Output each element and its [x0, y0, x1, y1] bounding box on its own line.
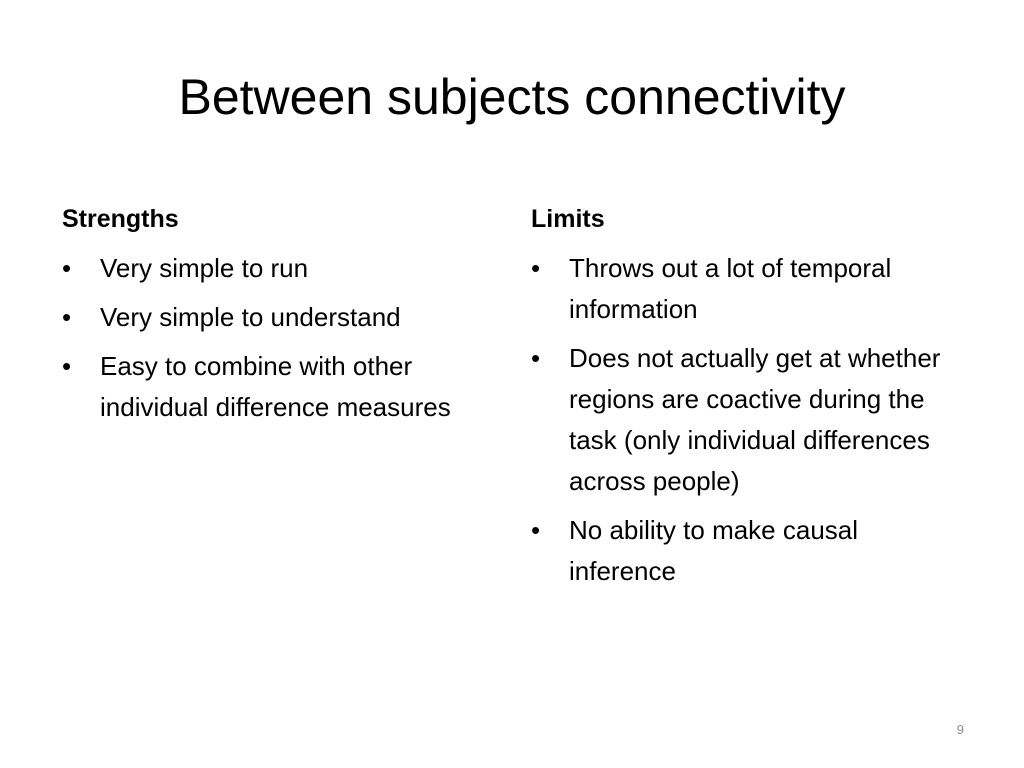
strengths-heading: Strengths	[62, 205, 179, 233]
page-number: 9	[956, 722, 964, 737]
list-item-text: Does not actually get at whether regions are coactive during the task (only individual differences across people)	[569, 343, 941, 496]
bullet-dot-icon: •	[62, 351, 72, 381]
bullet-dot-icon: •	[62, 302, 72, 332]
list-item-text: Easy to combine with other individual difference measures	[100, 351, 451, 422]
list-item-text: Very simple to understand	[100, 302, 401, 332]
list-item-text: Throws out a lot of temporal information	[569, 253, 892, 324]
strengths-list	[62, 248, 492, 428]
bullet-dot-icon: •	[531, 515, 541, 545]
list-item-text: Very simple to run	[100, 253, 309, 283]
slide-title: Between subjects connectivity	[178, 69, 846, 125]
list-item	[531, 510, 971, 592]
strengths-column	[62, 200, 492, 436]
bullet-dot-icon: •	[531, 253, 541, 283]
limits-heading: Limits	[531, 205, 605, 233]
limits-list	[531, 248, 971, 592]
list-item	[62, 346, 492, 428]
bullet-dot-icon: •	[62, 253, 72, 283]
list-item	[531, 338, 971, 502]
bullet-dot-icon: •	[531, 343, 541, 373]
limits-column	[531, 200, 971, 600]
list-item	[62, 297, 492, 338]
list-item-text: No ability to make causal inference	[569, 515, 859, 586]
list-item	[62, 248, 492, 289]
list-item	[531, 248, 971, 330]
